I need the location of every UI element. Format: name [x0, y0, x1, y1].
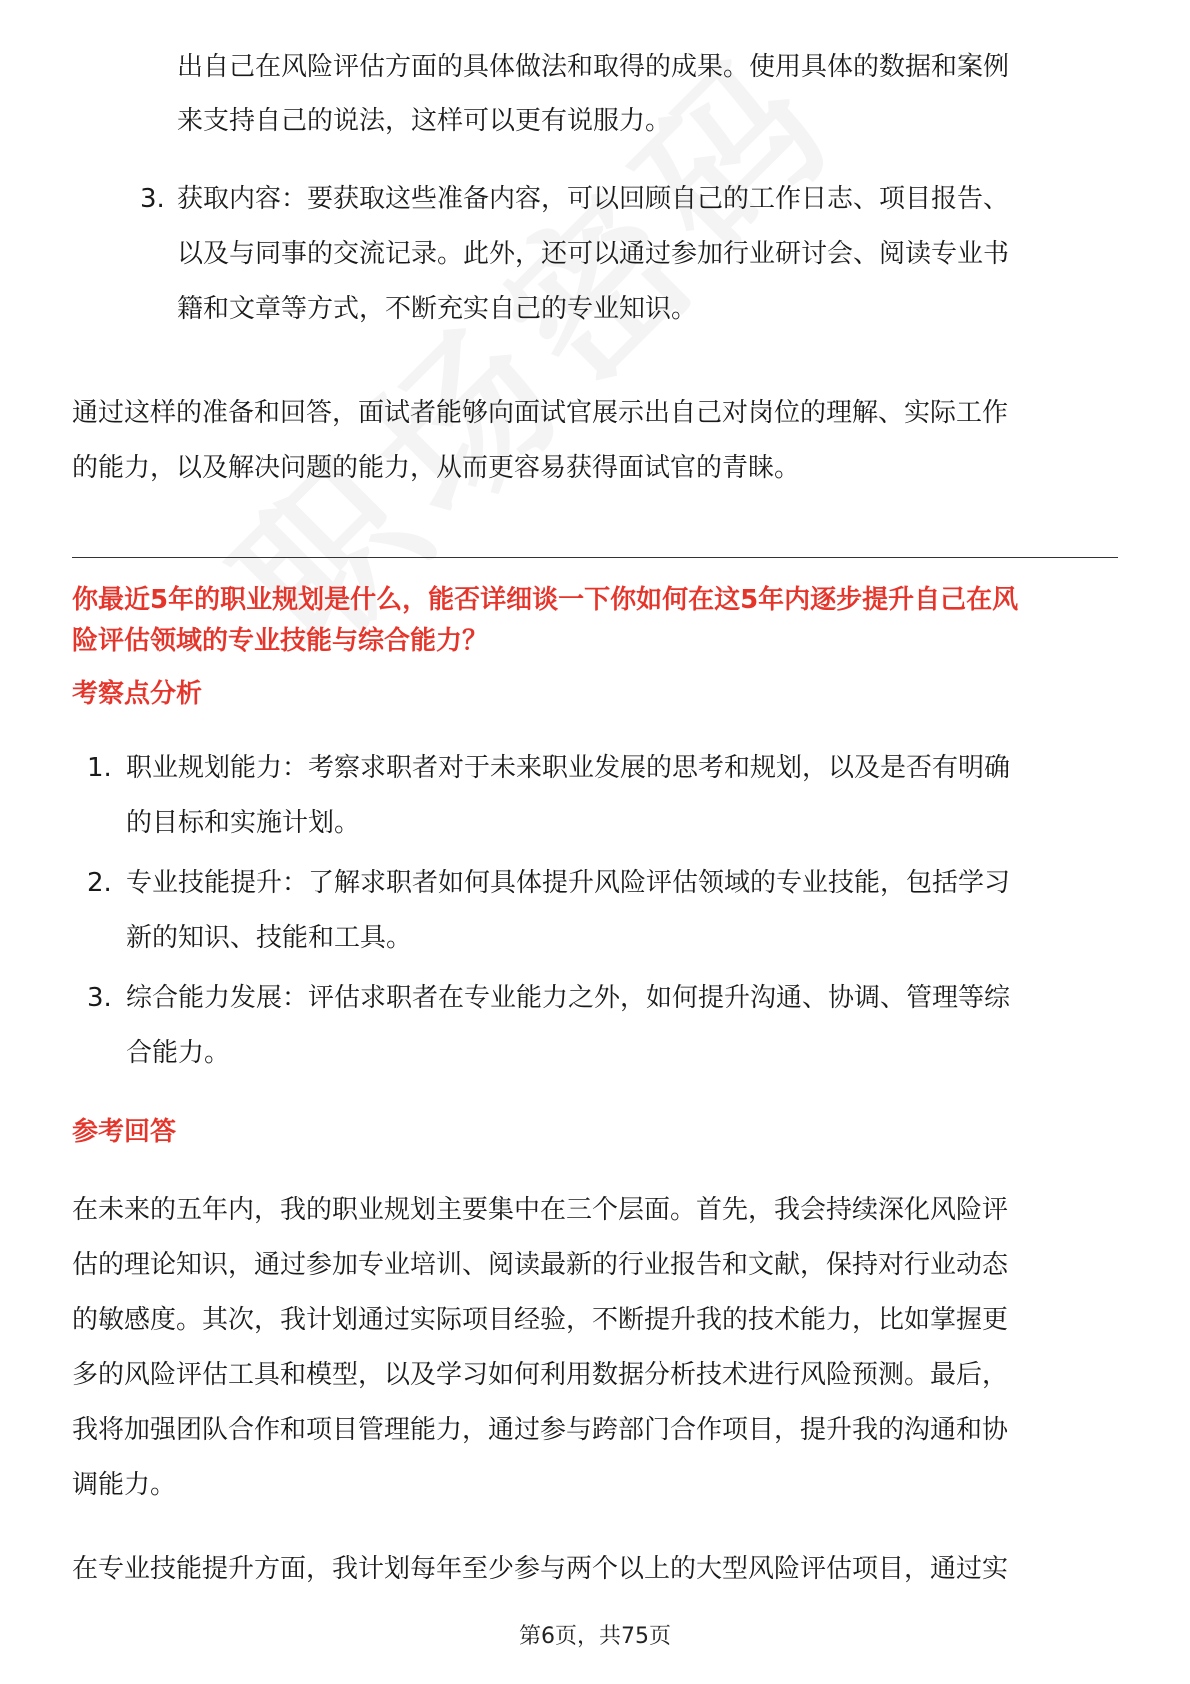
answer-para2-line1: 在专业技能提升方面，我计划每年至少参与两个以上的大型风险评估项目，通过实 — [72, 1554, 1009, 1584]
analysis-item1-line2: 的目标和实施计划。 — [126, 808, 361, 838]
conclusion-line1: 通过这样的准备和回答，面试者能够向面试官展示出自己对岗位的理解、实际工作 — [72, 398, 1009, 428]
intro-item2-line1: 出自己在风险评估方面的具体做法和取得的成果。使用具体的数据和案例 — [177, 52, 1010, 82]
answer-para1-line5: 我将加强团队合作和项目管理能力，通过参与跨部门合作项目，提升我的沟通和协 — [72, 1415, 1009, 1445]
answer-para1-line4: 多的风险评估工具和模型，以及学习如何利用数据分析技术进行风险预测。最后， — [72, 1360, 1009, 1390]
conclusion-line2: 的能力，以及解决问题的能力，从而更容易获得面试官的青睐。 — [72, 453, 801, 483]
intro-item3-line1: 获取内容：要获取这些准备内容，可以回顾自己的工作日志、项目报告、 — [177, 184, 1010, 214]
answer-para1-line2: 估的理论知识，通过参加专业培训、阅读最新的行业报告和文献，保持对行业动态 — [72, 1250, 1009, 1280]
section-divider — [72, 557, 1118, 558]
intro-item3-line3: 籍和文章等方式，不断充实自己的专业知识。 — [177, 294, 698, 324]
analysis-item1-line1: 职业规划能力：考察求职者对于未来职业发展的思考和规划，以及是否有明确 — [126, 753, 1011, 783]
answer-para1-line6: 调能力。 — [72, 1470, 177, 1500]
question-line1: 你最近5年的职业规划是什么，能否详细谈一下你如何在这5年内逐步提升自己在风 — [72, 585, 1019, 615]
question-line2: 险评估领域的专业技能与综合能力？ — [72, 626, 489, 656]
answer-para1-line1: 在未来的五年内，我的职业规划主要集中在三个层面。首先，我会持续深化风险评 — [72, 1195, 1009, 1225]
intro-item3-line2: 以及与同事的交流记录。此外，还可以通过参加行业研讨会、阅读专业书 — [177, 239, 1010, 269]
analysis-item2-line1: 专业技能提升：了解求职者如何具体提升风险评估领域的专业技能，包括学习 — [126, 868, 1011, 898]
analysis-item2-line2: 新的知识、技能和工具。 — [126, 923, 413, 953]
answer-para1-line3: 的敏感度。其次，我计划通过实际项目经验，不断提升我的技术能力，比如掌握更 — [72, 1305, 1009, 1335]
intro-item2-line2: 来支持自己的说法，这样可以更有说服力。 — [177, 106, 672, 136]
analysis-item3-number: 3. — [87, 983, 112, 1013]
analysis-item2-number: 2. — [87, 868, 112, 898]
intro-item3-number: 3. — [140, 184, 165, 214]
analysis-item1-number: 1. — [87, 753, 112, 783]
page-footer: 第6页，共75页 — [519, 1624, 671, 1649]
analysis-item3-line1: 综合能力发展：评估求职者在专业能力之外，如何提升沟通、协调、管理等综 — [126, 983, 1011, 1013]
analysis-item3-line2: 合能力。 — [126, 1038, 231, 1068]
analysis-heading: 考察点分析 — [72, 679, 203, 709]
answer-heading: 参考回答 — [72, 1117, 177, 1147]
